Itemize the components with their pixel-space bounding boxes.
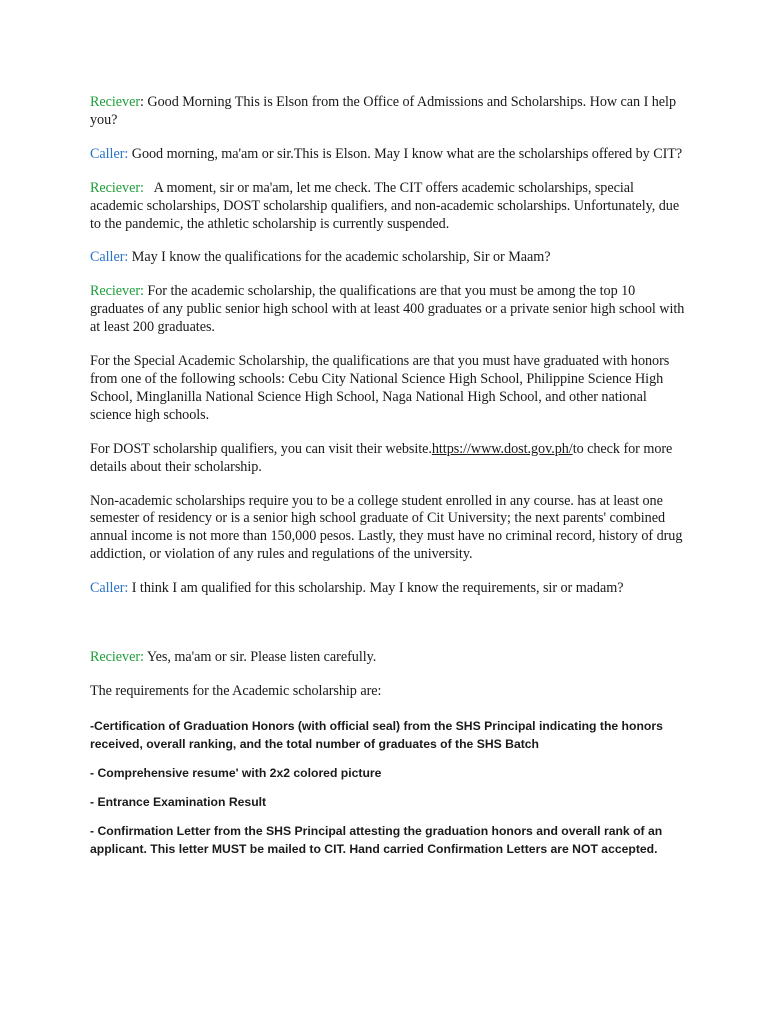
speaker-label-receiver: Reciever: <box>90 283 144 300</box>
requirement-item: - Entrance Examination Result <box>90 794 267 809</box>
speaker-label-caller: Caller: <box>90 580 129 597</box>
dost-text-before: For DOST scholarship qualifiers, you can visit their website. <box>90 440 432 457</box>
speaker-label-receiver: Reciever: <box>90 649 144 666</box>
dialogue-line-caller <box>90 580 685 598</box>
requirement-item: - Comprehensive resume' with 2x2 colored picture <box>90 765 382 780</box>
speaker-label-receiver: Reciever <box>90 94 141 110</box>
dialogue-line-receiver <box>90 94 685 130</box>
requirement-item: -Certification of Graduation Honors (with official seal) from the SHS Principal indicating the honors received, overall ranking, and the total number of graduates of the SHS Batch <box>90 718 663 751</box>
speaker-suffix <box>144 180 154 196</box>
dialogue-text: Good morning, ma'am or sir.This is Elson. May I know what are the scholarships offered by CIT? <box>131 145 683 162</box>
dost-text-after: to check for more details about their scholarship. <box>90 440 673 475</box>
dialogue-line-receiver <box>90 283 685 337</box>
document-content <box>90 94 685 869</box>
dost-website-link[interactable]: https://www.dost.gov.ph/ <box>431 440 573 457</box>
dialogue-text: I think I am qualified for this scholarship. May I know the requirements, sir or madam? <box>131 580 624 597</box>
dialogue-line-receiver <box>90 649 685 667</box>
dialogue-line-caller <box>90 249 685 267</box>
blank-line <box>90 614 685 649</box>
dialogue-text: Yes, ma'am or sir. Please listen carefully. <box>146 649 377 666</box>
dost-paragraph <box>90 441 685 477</box>
speaker-label-receiver: Reciever: <box>90 179 144 196</box>
requirement-item: - Confirmation Letter from the SHS Principal attesting the graduation honors and overall rank of an applicant. This letter MUST be mailed to CIT. Hand carried Confirmation Letters are NOT accepted. <box>90 823 663 856</box>
requirements-intro: The requirements for the Academic scholarship are: <box>90 682 382 699</box>
special-academic-paragraph: For the Special Academic Scholarship, the qualifications are that you must have graduated with honors from one of the following schools: Cebu City National Science High School, Philippine Science High School, Minglanilla National Science High School, Naga National High School, and other national science high schools. <box>90 353 670 423</box>
dialogue-text: Good Morning This is Elson from the Office of Admissions and Scholarships. How can I help you? <box>90 94 676 128</box>
speaker-suffix: : <box>140 94 148 110</box>
dialogue-line-caller <box>90 146 685 164</box>
dialogue-text: For the academic scholarship, the qualifications are that you must be among the top 10 graduates of any public senior high school with at least 400 graduates or a private senior high school with at least 200 graduates. <box>90 283 685 336</box>
dialogue-line-receiver <box>90 180 685 234</box>
speaker-label-caller: Caller: <box>90 145 129 162</box>
dialogue-text: A moment, sir or ma'am, let me check. The CIT offers academic scholarships, special academic scholarships, DOST scholarship qualifiers, and non-academic scholarships. Unfortunately, due to the pandemic, the athletic scholarship is currently suspended. <box>90 179 680 232</box>
speaker-label-caller: Caller: <box>90 249 129 266</box>
non-academic-paragraph: Non-academic scholarships require you to be a college student enrolled in any course. has at least one semester of residency or is a senior high school graduate of Cit University; the next parents' combined annual income is not more than 150,000 pesos. Lastly, they must have no criminal record, history of drug addiction, or violation of any rules and regulations of the university. <box>90 492 683 563</box>
dialogue-text: May I know the qualifications for the academic scholarship, Sir or Maam? <box>131 249 551 266</box>
